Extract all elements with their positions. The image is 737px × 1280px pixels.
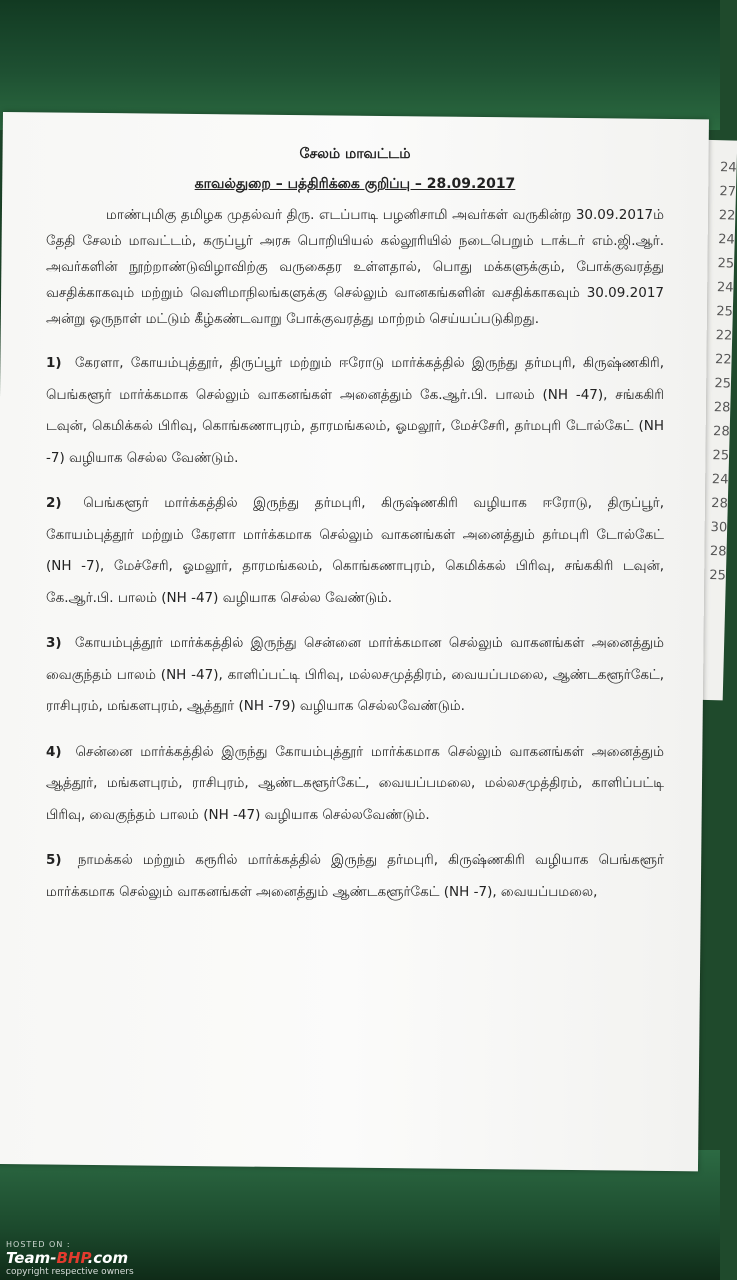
- edge-number: 28: [712, 424, 730, 440]
- document-title: சேலம் மாவட்டம்: [299, 146, 411, 162]
- item-number: 1): [46, 355, 62, 371]
- edge-number: 25: [716, 304, 734, 320]
- edge-number: 24: [716, 280, 734, 296]
- document-body: [46, 146, 664, 922]
- watermark-copyright: copyright respective owners: [6, 1267, 134, 1277]
- list-item: [46, 737, 664, 832]
- item-text: கோயம்புத்தூர் மார்க்கத்தில் இருந்து சென்னை மார்க்கமான செல்லும் வாகனங்கள் அனைத்தும் வைகுந்தம் பாலம் (NH -47), காளிப்பட்டி பிரிவு, மல்லசமுத்திரம், வையப்பமலை, ஆண்டகளூர்கேட், ராசிபுரம், மங்களபுரம், ஆத்தூர் (NH -79) வழியாக செல்லவேண்டும்.: [46, 635, 665, 714]
- edge-number: 28: [713, 400, 731, 416]
- watermark-logo-accent: BHP: [56, 1249, 88, 1267]
- edge-number: 22: [714, 352, 732, 368]
- edge-number: 28: [711, 496, 729, 512]
- edge-number: 25: [714, 376, 732, 392]
- item-text: நாமக்கல் மற்றும் கரூரில் மார்க்கத்தில் இருந்து தர்மபுரி, கிருஷ்ணகிரி வழியாக பெங்களூர் மார்க்கமாக செல்லும் வாகனங்கள் அனைத்தும் ஆண்டகளூர்கேட் (NH -7), வையப்பமலை,: [46, 852, 664, 900]
- intro-paragraph: மாண்புமிகு தமிழக முதல்வர் திரு. எடப்பாடி பழனிசாமி அவர்கள் வருகின்ற 30.09.2017ம் தேதி சேலம் மாவட்டம், கருப்பூர் அரசு பொறியியல் கல்லூரியில் நடைபெறும் டாக்டர் எம்.ஜி.ஆர். அவர்களின் நூற்றாண்டுவிழாவிற்கு வருகைதர உள்ளதால், பொது மக்களுக்கும், போக்குவரத்து வசதிக்காகவும் மற்றும் வெளிமாநிலங்களுக்கு செல்லும் வானகங்களின் வசதிக்காகவும் 30.09.2017 அன்று ஒருநாள் மட்டும் கீழ்கண்டவாறு போக்குவரத்து மாற்றம் செய்யப்படுகிறது.: [46, 207, 664, 327]
- item-number: 5): [46, 852, 62, 868]
- item-number: 4): [46, 743, 62, 760]
- document-subtitle: காவல்துறை – பத்திரிக்கை குறிப்பு – 28.09.2017: [194, 176, 516, 192]
- watermark-hosted-label: HOSTED ON :: [6, 1240, 71, 1249]
- edge-number: 30: [710, 520, 728, 536]
- list-item: [46, 845, 664, 908]
- list-item: [46, 348, 664, 474]
- team-bhp-watermark: [6, 1240, 206, 1280]
- watermark-logo-prefix: Team-: [6, 1249, 57, 1267]
- watermark-logo: [6, 1249, 206, 1267]
- edge-number: 24: [717, 232, 735, 248]
- edge-number: 25: [717, 256, 735, 272]
- list-item: [46, 628, 664, 723]
- edge-number: 25: [709, 568, 727, 584]
- item-number: 2): [46, 495, 62, 511]
- item-text: சென்னை மார்க்கத்தில் இருந்து கோயம்புத்தூர் மார்க்கமாக செல்லும் வாகனங்கள் அனைத்தும் ஆத்தூர், மங்களபுரம், ராசிபுரம், ஆண்டகளூர்கேட், வையப்பமலை, மல்லசமுத்திரம், காளிப்பட்டி பிரிவு, வைகுந்தம் பாலம் (NH -47) வழியாக செல்லவேண்டும்.: [46, 743, 665, 823]
- item-number: 3): [46, 635, 62, 651]
- item-text: கேரளா, கோயம்புத்தூர், திருப்பூர் மற்றும் ஈரோடு மார்க்கத்தில் இருந்து தர்மபுரி, கிருஷ்ணகிரி, பெங்களூர் மார்க்கமாக செல்லும் வாகனங்கள் அனைத்தும் கே.ஆர்.பி. பாலம் (NH -47), சங்ககிரி டவுன், கெமிக்கல் பிரிவு, கொங்கணாபுரம், தாரமங்கலம், ஓமலூர், மேச்சேரி, தர்மபுரி டோல்கேட் (NH -7) வழியாக செல்ல வேண்டும்.: [46, 355, 664, 466]
- edge-number: 22: [715, 328, 733, 344]
- edge-number: 28: [709, 544, 727, 560]
- background-top: [0, 0, 720, 130]
- list-item: [46, 488, 664, 614]
- item-text: பெங்களூர் மார்க்கத்தில் இருந்து தர்மபுரி, கிருஷ்ணகிரி வழியாக ஈரோடு, திருப்பூர், கோயம்புத்தூர் மற்றும் கேரளா மார்க்கமாக செல்லும் வாகனங்கள் அனைத்தும் தர்மபுரி டோல்கேட் (NH -7), மேச்சேரி, ஓமலூர், தாரமங்கலம், கொங்கணாபுரம், கெமிக்கல் பிரிவு, சங்ககிரி டவுன், கே.ஆர்.பி. பாலம் (NH -47) வழியாக செல்ல வேண்டும்.: [46, 495, 664, 606]
- watermark-logo-suffix: .com: [87, 1249, 129, 1267]
- edge-number: 25: [712, 448, 730, 464]
- edge-number: 22: [718, 208, 736, 224]
- edge-number: 24: [711, 472, 729, 488]
- edge-number: 27: [719, 184, 737, 200]
- edge-number: 24: [719, 160, 737, 176]
